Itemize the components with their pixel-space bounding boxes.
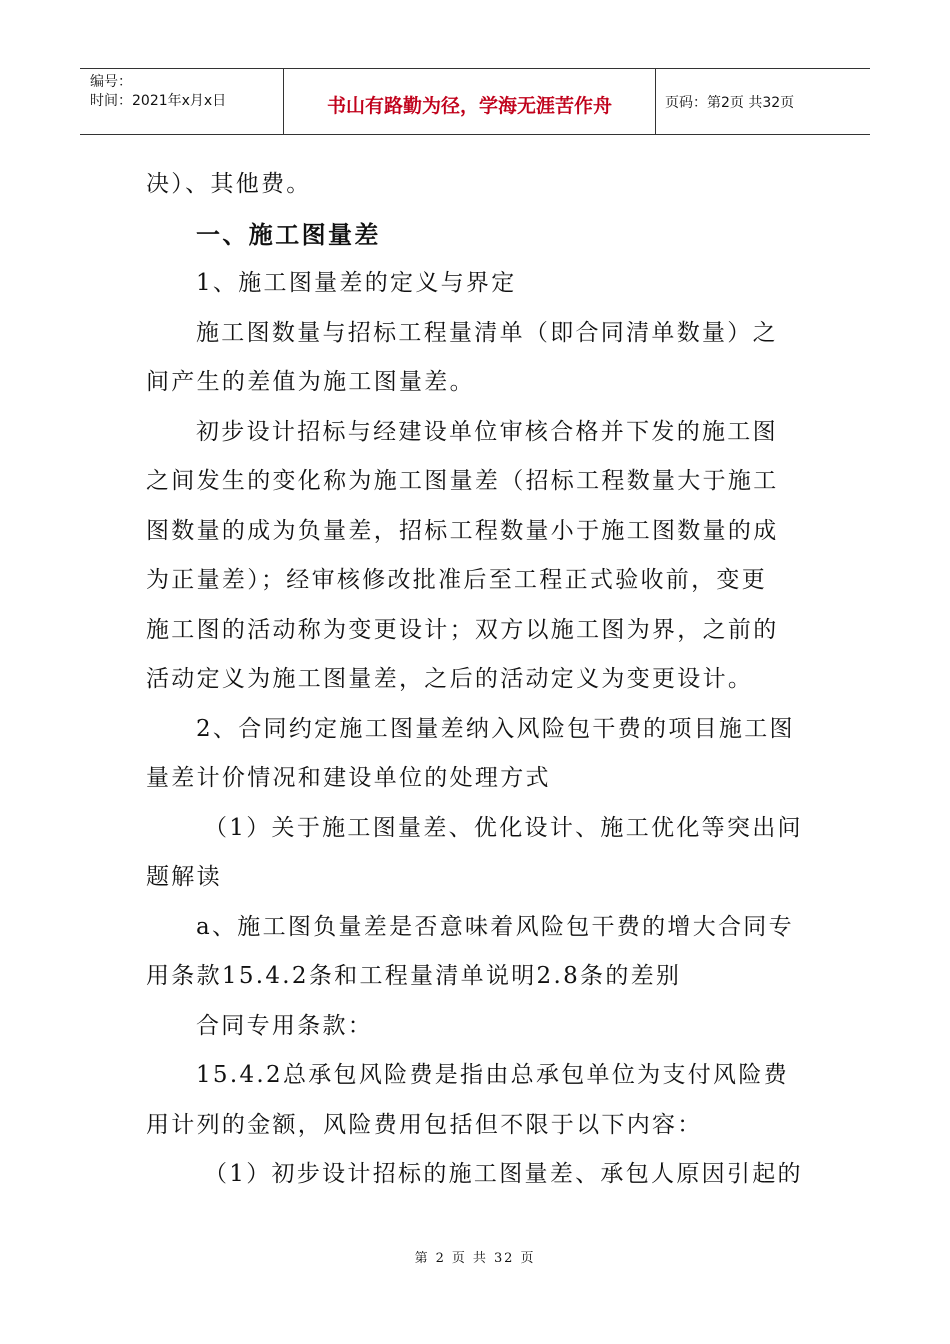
- body-line: 活动定义为施工图量差，之后的活动定义为变更设计。: [146, 666, 754, 692]
- document-body: [146, 160, 806, 1200]
- body-line: 量差计价情况和建设单位的处理方式: [146, 765, 551, 791]
- body-line: 为正量差）；经审核修改批准后至工程正式验收前，变更: [146, 567, 767, 593]
- body-line: 施工图数量与招标工程量清单（即合同清单数量）之: [196, 319, 778, 346]
- page-footer: 第 2 页 共 32 页: [414, 1251, 536, 1266]
- body-line: 合同专用条款：: [196, 1012, 374, 1039]
- body-line: 间产生的差值为施工图量差。: [146, 369, 475, 395]
- document-number-label: 编号：: [90, 74, 132, 90]
- body-line: 题解读: [146, 864, 222, 890]
- body-line: 决）、其他费。: [146, 171, 312, 197]
- header-motto: 书山有路勤为径，学海无涯苦作舟: [326, 95, 612, 117]
- section-heading: 一、施工图量差: [196, 219, 381, 249]
- body-line: （1）关于施工图量差、优化设计、施工优化等突出问: [204, 814, 803, 841]
- body-line: 用条款15.4.2条和工程量清单说明2.8条的差别: [146, 963, 682, 989]
- body-line: 图数量的成为负量差，招标工程数量小于施工图数量的成: [146, 517, 779, 544]
- body-line: 之间发生的变化称为施工图量差（招标工程数量大于施工: [146, 468, 779, 494]
- body-line: 初步设计招标与经建设单位审核合格并下发的施工图: [196, 418, 778, 445]
- subsection-heading: 1、施工图量差的定义与界定: [196, 270, 517, 296]
- body-line: 施工图的活动称为变更设计；双方以施工图为界，之前的: [146, 616, 779, 643]
- body-line: 15.4.2总承包风险费是指由总承包单位为支付风险费: [196, 1062, 789, 1088]
- body-line: 用计列的金额，风险费用包括但不限于以下内容：: [146, 1111, 703, 1138]
- body-line: a、施工图负量差是否意味着风险包干费的增大合同专: [196, 913, 794, 940]
- header-page-info: 页码：第2页 共32页: [665, 95, 795, 111]
- body-line: （1）初步设计招标的施工图量差、承包人原因引起的: [204, 1161, 803, 1187]
- header-meta: [90, 73, 226, 111]
- page-header: [80, 68, 870, 135]
- header-divider: [655, 69, 656, 135]
- subsection-heading: 2、合同约定施工图量差纳入风险包干费的项目施工图: [196, 715, 795, 742]
- document-time-label: 时间：2021年x月x日: [90, 93, 227, 109]
